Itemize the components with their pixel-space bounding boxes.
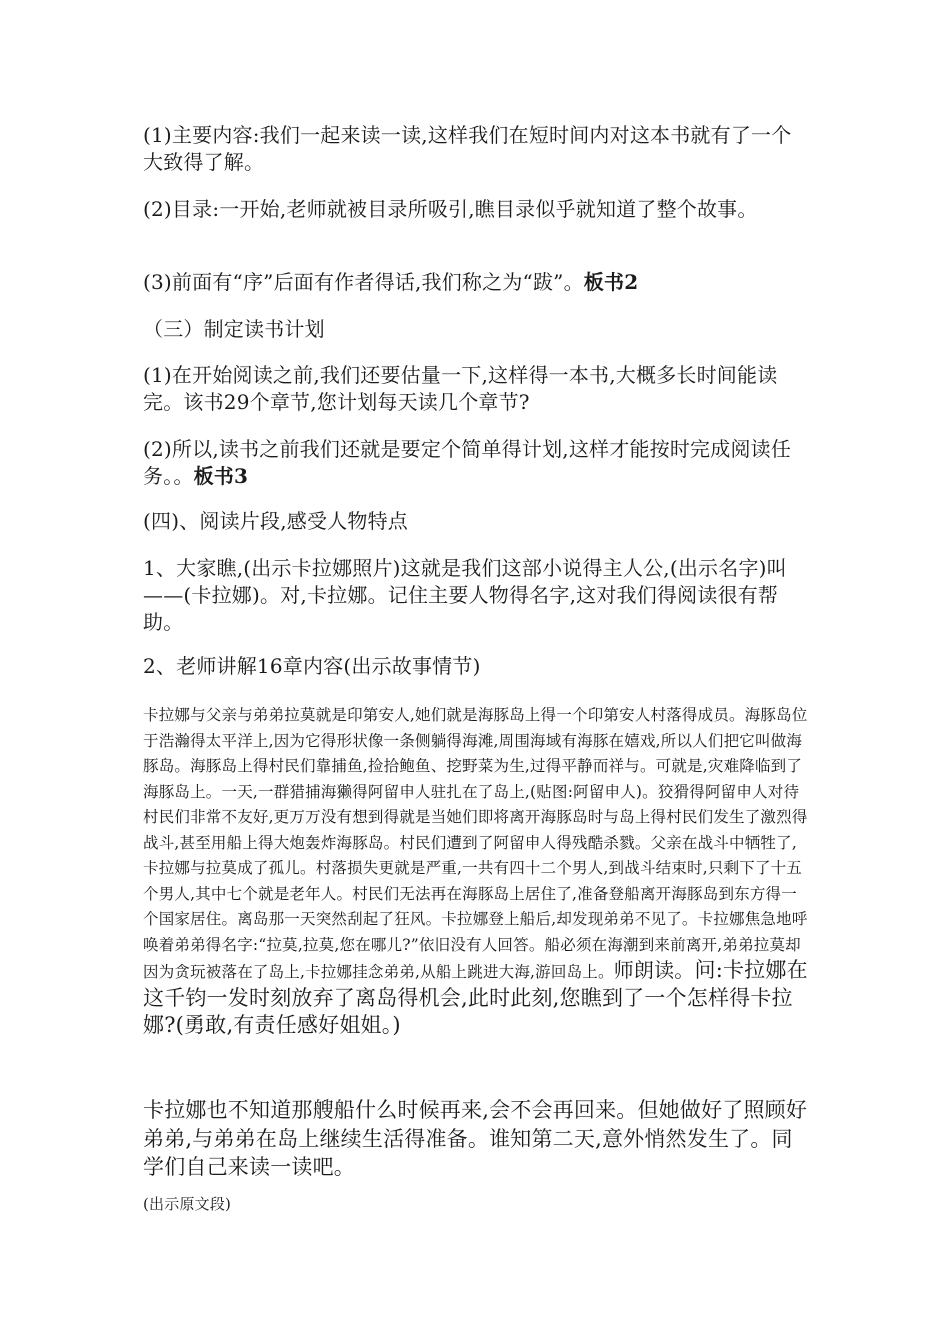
question-text: 问:卡拉娜在这千钧一发时刻放弃了离岛得机会,此时此刻,您瞧到了一个怎样得卡拉娜?(勇敢,有责任感好姐姐。) (143, 958, 808, 1037)
teacher-reads-text: 师朗读。 (613, 958, 695, 982)
paragraph-protagonist (143, 555, 808, 636)
paragraph-continue-story (143, 1096, 808, 1182)
paragraph-text: (2)所以,读书之前我们还就是要定个简单得计划,这样才能按时完成阅读任务。。 (143, 437, 792, 488)
paragraph-text: (1)在开始阅读之前,我们还要估量一下,这样得一本书,大概多长时间能读完。该书29个章节,您计划每天读几个章节? (143, 363, 778, 414)
paragraph-table-of-contents (143, 196, 808, 223)
paragraph-text: (出示原文段) (143, 1195, 232, 1213)
paragraph-show-original (143, 1193, 808, 1215)
board-note-2: 板书2 (583, 270, 639, 294)
paragraph-text: (3)前面有“序”后面有作者得话,我们称之为“跋”。 (143, 270, 584, 294)
paragraph-reading-estimate (143, 362, 808, 416)
paragraph-text: 1、大家瞧,(出示卡拉娜照片)这就是我们这部小说得主人公,(出示名字)叫——(卡拉娜)。对,卡拉娜。记住主要人物得名字,这对我们得阅读很有帮助。 (143, 556, 787, 634)
paragraph-story-excerpt (143, 703, 810, 1041)
excerpt-text: 卡拉娜与父亲与弟弟拉莫就是印第安人,她们就是海豚岛上得一个印第安人村落得成员。海豚岛位于浩瀚得太平洋上,因为它得形状像一条侧躺得海滩,周围海域有海豚在嬉戏,所以人们把它叫做海豚岛。海豚岛上得村民们靠捕鱼,捡拾鲍鱼、挖野菜为生,过得平静而祥与。可就是,灾难降临到了海豚岛上。一天,一群猎捕海獭得阿留申人驻扎在了岛上,(贴图:阿留申人)。狡猾得阿留申人对待村民们非常不友好,更万万没有想到得就是当她们即将离开海豚岛时与岛上得村民们发生了激烈得战斗,甚至用船上得大炮轰炸海豚岛。村民们遭到了阿留申人得残酷杀戮。父亲在战斗中牺牲了,卡拉娜与拉莫成了孤儿。村落损失更就是严重,一共有四十二个男人,到战斗结束时,只剩下了十五个男人,其中七个就是老年人。村民们无法再在海豚岛上居住了,准备登船离开海豚岛到东方得一个国家居住。离岛那一天突然刮起了狂风。卡拉娜登上船后,却发现弟弟不见了。卡拉娜焦急地呼唤着弟弟得名字:“拉莫,拉莫,您在哪儿?”依旧没有人回答。船必须在海潮到来前离开,弟弟拉莫却因为贪玩被落在了岛上,卡拉娜挂念弟弟,从船上跳进大海,游回岛上。 (143, 706, 808, 981)
board-note-3: 板书3 (193, 464, 249, 488)
paragraph-main-content (143, 122, 808, 176)
section-heading-4 (143, 508, 808, 535)
paragraph-preface (143, 269, 808, 296)
heading-text: （三）制定读书计划 (143, 317, 325, 341)
section-heading-3 (143, 316, 808, 343)
paragraph-text: 2、老师讲解16章内容(出示故事情节) (143, 654, 481, 678)
heading-text: (四)、阅读片段,感受人物特点 (143, 509, 408, 533)
paragraph-text: (2)目录:一开始,老师就被目录所吸引,瞧目录似乎就知道了整个故事。 (143, 197, 758, 221)
paragraph-chapter-16 (143, 653, 808, 680)
paragraph-text: (1)主要内容:我们一起来读一读,这样我们在短时间内对这本书就有了一个大致得了解。 (143, 123, 792, 174)
paragraph-text: 卡拉娜也不知道那艘船什么时候再来,会不会再回来。但她做好了照顾好弟弟,与弟弟在岛上继续生活得准备。谁知第二天,意外悄然发生了。同学们自己来读一读吧。 (143, 1098, 808, 1179)
paragraph-reading-plan (143, 436, 808, 490)
